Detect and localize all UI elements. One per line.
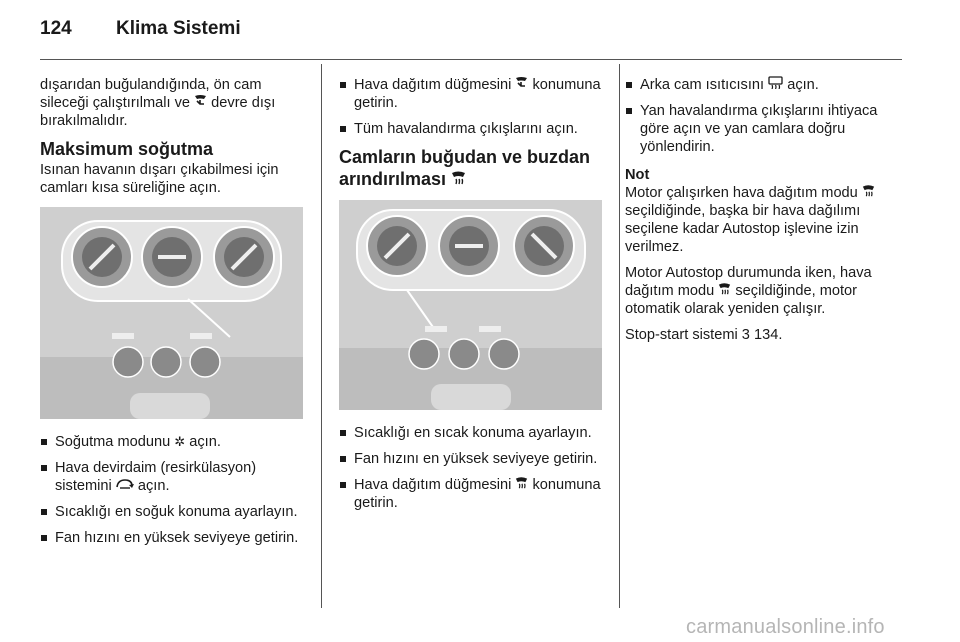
note-paragraph: Motor çalışırken hava dağıtım modu seçildiğinde, başka bir hava dağılımı seçilene kadar Autostop işlevine izin verilmez. <box>625 184 905 256</box>
list-item: Tüm havalandırma çıkışlarını açın. <box>339 120 607 138</box>
windscreen-defrost-icon <box>718 282 731 295</box>
section-heading: Maksimum soğutma <box>40 139 214 159</box>
floor-windscreen-icon <box>194 94 207 107</box>
watermark: carmanualsonline.info <box>686 616 885 638</box>
intro-paragraph: dışarıdan buğulandığında, ön cam sileceği çalıştırılmalı ve devre dışı bırakılmalıdır. <box>40 77 276 129</box>
list-item: Hava devirdaim (resirkülasyon) sistemini açın. <box>40 459 305 495</box>
list-item: Soğutma modunu ✲ açın. <box>40 433 305 451</box>
note-block <box>625 166 905 318</box>
list-item: Fan hızını en yüksek seviyeye getirin. <box>339 450 607 468</box>
list-item: Sıcaklığı en soğuk konuma ayarlayın. <box>40 503 305 521</box>
page-title: Klima Sistemi <box>116 18 241 39</box>
climate-control-figure <box>40 207 305 419</box>
page-number: 124 <box>40 18 72 39</box>
column-2 <box>339 76 607 520</box>
windscreen-defrost-icon <box>515 476 528 489</box>
note-paragraph: Motor Autostop durumunda iken, hava dağıtım modu seçildiğinde, motor otomatik olarak yeniden çalışır. <box>625 265 872 317</box>
note-heading: Not <box>625 167 650 183</box>
list-item: Yan havalandırma çıkışlarını ihtiyaca göre açın ve yan camlara doğru yönlendirin. <box>625 102 905 156</box>
reference-arrow-icon: 3 <box>741 327 750 343</box>
floor-windscreen-icon <box>515 76 528 89</box>
windscreen-defrost-icon <box>862 184 875 197</box>
list-item: Hava dağıtım düğmesini konumuna getirin. <box>339 76 607 112</box>
windscreen-defrost-icon <box>451 170 466 185</box>
reference-page: 134. <box>753 327 783 343</box>
header-divider <box>40 59 902 60</box>
climate-control-figure <box>339 200 607 410</box>
list-item: Hava dağıtım düğmesini konumuna getirin. <box>339 476 607 512</box>
recirculation-icon <box>116 478 134 490</box>
column-1 <box>40 76 305 555</box>
snowflake-icon: ✲ <box>174 434 186 449</box>
column-divider <box>321 64 322 608</box>
section-description: Isınan havanın dışarı çıkabilmesi için camları kısa süreliğine açın. <box>40 162 279 196</box>
cross-reference[interactable]: Stop-start sistemi 3 134. <box>625 327 783 343</box>
rear-window-heater-icon <box>768 76 783 89</box>
list-item: Sıcaklığı en sıcak konuma ayarlayın. <box>339 424 607 442</box>
list-item: Fan hızını en yüksek seviyeye getirin. <box>40 529 305 547</box>
column-divider <box>619 64 620 608</box>
list-item: Arka cam ısıtıcısını açın. <box>625 76 905 94</box>
section-heading: Camların buğudan ve buzdan arındırılması <box>339 147 591 189</box>
column-3 <box>625 76 905 352</box>
